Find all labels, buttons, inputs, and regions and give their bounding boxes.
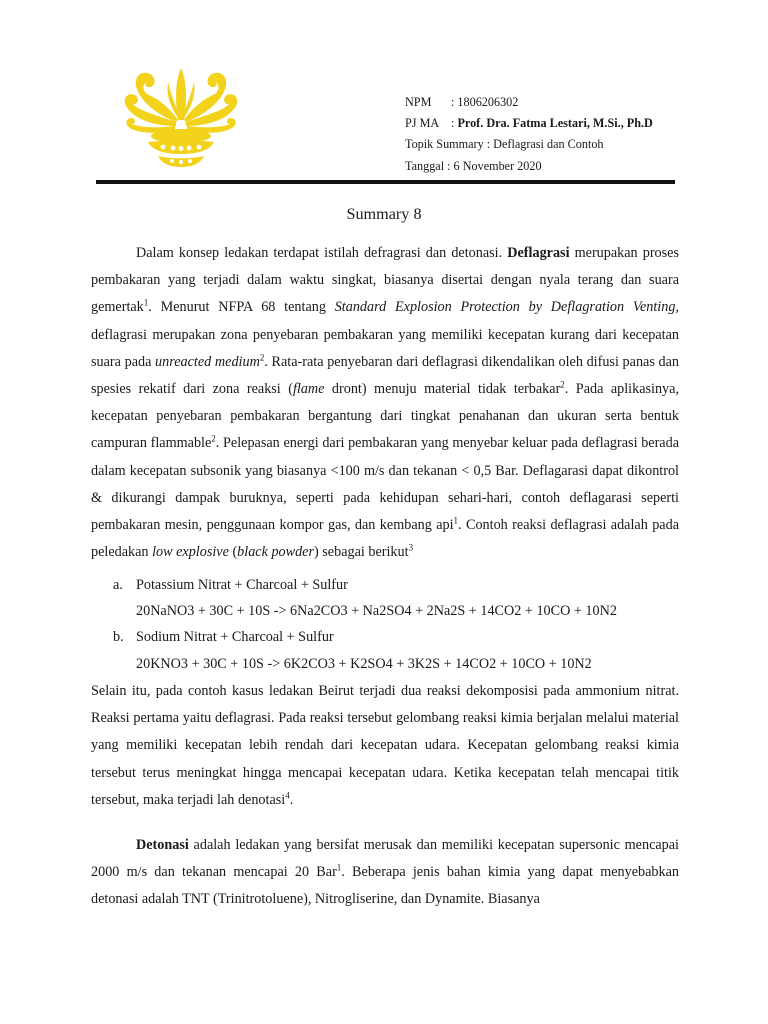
pjma-colon: : [451, 116, 458, 131]
university-logo-icon [118, 60, 244, 170]
text: dront) menuju material tidak terbakar [324, 381, 561, 398]
footnote-ref: 3 [408, 542, 414, 553]
paragraph-deflagrasi [91, 240, 679, 566]
pjma-row [405, 113, 653, 134]
text: merupakan proses pembakaran yang terjadi dalam waktu singkat, biasanya disertai dengan nyala terang dan suara gemertak [91, 245, 679, 316]
italic-text: low explosive [152, 544, 229, 561]
footnote-ref: 2 [560, 379, 565, 390]
italic-text: black powder [237, 544, 315, 561]
footnote-ref: 1 [336, 862, 342, 873]
list-item [113, 572, 693, 598]
topik-row: Topik Summary : Deflagrasi dan Contoh [405, 137, 604, 152]
list-marker: a. [113, 577, 123, 593]
text: ( [228, 544, 238, 561]
italic-text: Standard Explosion Protection by Deflagration Venting, [334, 299, 679, 316]
text: Dalam konsep ledakan terdapat istilah defragrasi dan detonasi. [136, 245, 508, 261]
italic-text: flame [292, 381, 325, 398]
footnote-ref: 1 [453, 515, 459, 526]
paragraph-beirut [91, 678, 679, 814]
text: . Contoh reaksi deflagrasi adalah pada peledakan [91, 517, 679, 561]
reaction-list [113, 572, 693, 677]
italic-text: unreacted medium [155, 353, 260, 370]
text: . [289, 791, 294, 808]
footnote-ref: 2 [259, 352, 265, 363]
pjma-label: PJ MA [405, 116, 440, 131]
header-meta [405, 92, 653, 177]
footnote-ref: 2 [211, 433, 216, 444]
text: ) sebagai berikut [314, 544, 409, 561]
pjma-name: Prof. Dra. Fatma Lestari, M.Si., Ph.D [457, 116, 653, 131]
reaction-equation: 20NaNO3 + 30C + 10S -> 6Na2CO3 + Na2SO4 + 2Na2S + 14CO2 + 10CO + 10N2 [136, 603, 617, 620]
list-item [113, 624, 693, 650]
text: . Menurut NFPA 68 tentang [148, 299, 335, 316]
term-deflagrasi: Deflagrasi [507, 245, 570, 261]
reaction-equation: 20KNO3 + 30C + 10S -> 6K2CO3 + K2SO4 + 3K2S + 14CO2 + 10CO + 10N2 [136, 655, 592, 672]
footnote-ref: 1 [143, 297, 149, 308]
text: . Pada aplikasinya, kecepatan penyebaran pembakaran bergantung dari tingkat penahanan dan ukuran serta bentuk campuran flammable [91, 381, 679, 452]
footnote-ref: 4 [285, 790, 290, 801]
npm-row [405, 92, 653, 113]
page-title: Summary 8 [346, 205, 422, 223]
list-item-title: Potassium Nitrat + Charcoal + Sulfur [136, 577, 348, 593]
text: . Rata-rata penyebaran dari deflagrasi dikendalikan oleh difusi panas dan spesies rekatif dari zona reaksi ( [91, 353, 680, 398]
text: . Pelepasan energi dari pembakaran yang menyebar keluar pada deflagrasi berada dalam kecepatan subsonik yang biasanya <100 m/s dan tekanan < 0,5 Bar. Deflagarasi dapat dikontrol & dikurangi dampak buruknya, seperti pada kehidupan sehari-hari, contoh deflagarasi seperti pembakaran mesin, penggunaan kompor gas, dan kembang api [91, 435, 679, 534]
npm-value: : 1806206302 [451, 95, 519, 109]
paragraph-detonasi [91, 832, 679, 914]
tanggal-row: Tanggal : 6 November 2020 [405, 158, 542, 173]
list-marker: b. [113, 629, 124, 646]
text: deflagrasi merupakan zona penyebaran pembakaran yang memiliki kecepatan kurang dari kecepatan suara pada [91, 326, 679, 370]
text: Selain itu, pada contoh kasus ledakan Beirut terjadi dua reaksi dekomposisi pada ammonium nitrat. Reaksi pertama yaitu deflagrasi. Pada reaksi tersebut gelombang reaksi kimia berjalan melalui material yang memiliki kecepatan lebih rendah dari kecepatan udara. Kecepatan gelombang reaksi kimia tersebut terus meningkat hingga mencapai kecepatan udara. Ketika kecepatan telah mencapai titik tersebut, maka terjadi lah denotasi [91, 683, 679, 808]
header-divider [96, 180, 675, 184]
text: . Beberapa jenis bahan kimia yang dapat menyebabkan detonasi adalah TNT (Trinitrotoluene), Nitrogliserine, dan Dynamite. Biasanya [91, 864, 679, 908]
list-item-title: Sodium Nitrat + Charcoal + Sulfur [136, 629, 334, 646]
text: adalah ledakan yang bersifat merusak dan memiliki kecepatan supersonic mencapai 2000 m/s dan tekanan mencapai 20 Bar [91, 837, 679, 881]
term-detonasi: Detonasi [136, 837, 189, 853]
npm-label: NPM [405, 95, 432, 109]
